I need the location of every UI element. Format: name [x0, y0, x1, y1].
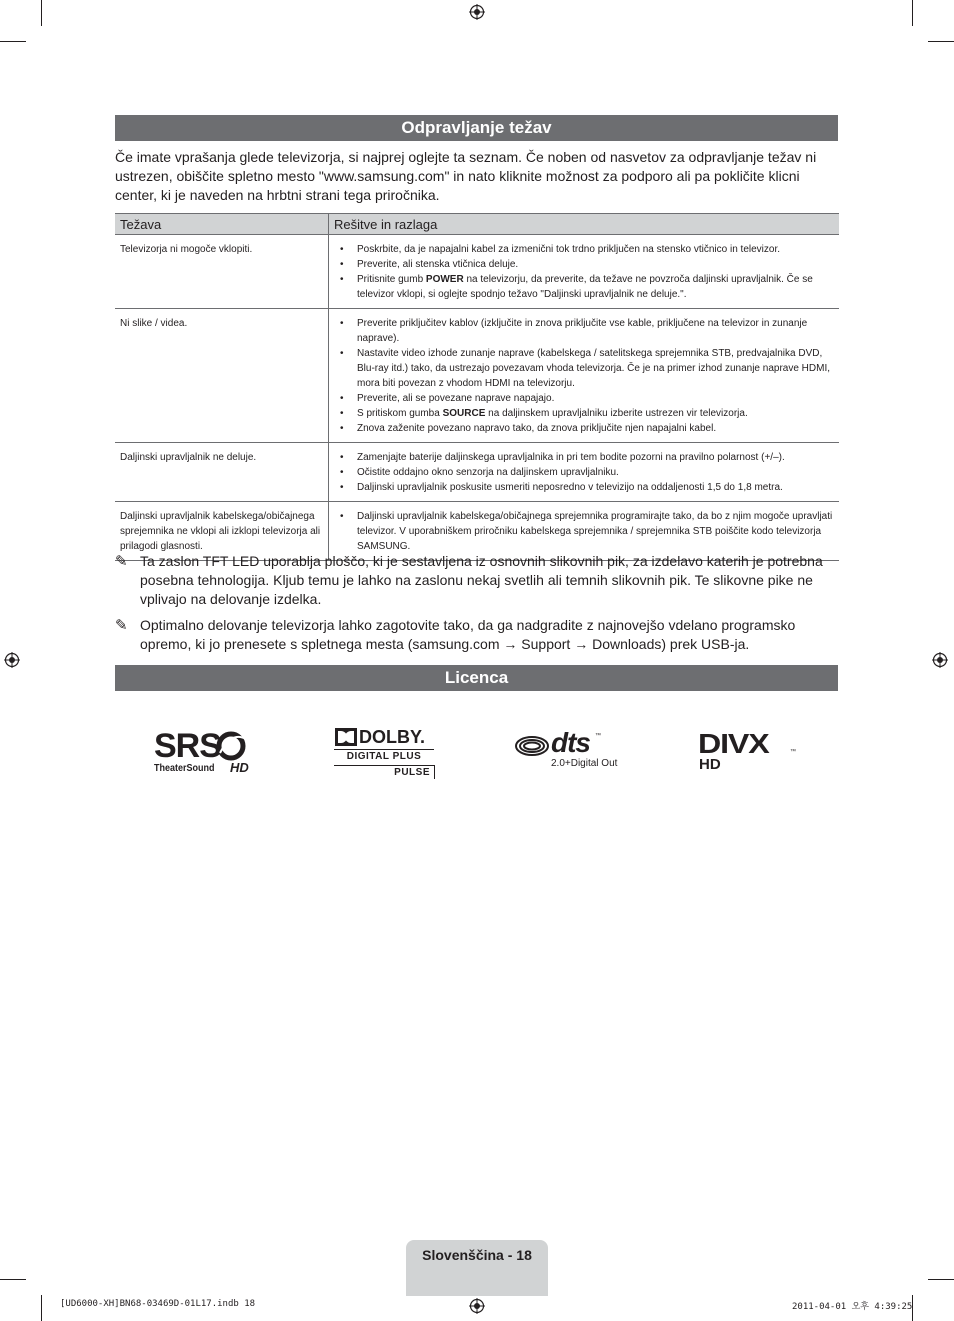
srs-hd-text: HD [230, 760, 249, 775]
crop-mark [912, 0, 913, 26]
print-timestamp: 2011-04-01 오후 4:39:25 [792, 1302, 913, 1312]
column-header-problem: Težava [115, 214, 329, 235]
pencil-note-icon: ✎ [115, 553, 128, 570]
intro-paragraph: Če imate vprašanja glede televizorja, si najprej oglejte ta seznam. Če noben od nasvetov za odpravljanje težav ni ustrezen, obiščite spletno mesto "www.samsung.com" in nato kliknite možnost za podporo ali pa pokličite klicni center, ki je naveden na hrbtni strani tega priročnika. [115, 149, 817, 203]
dolby-pulse-text: PULSE [334, 765, 435, 779]
registration-mark-icon [469, 4, 485, 20]
solutions-cell [329, 235, 840, 309]
column-header-solutions: Rešitve in razlaga [329, 214, 840, 235]
solution-item: • Pritisnite gumb POWER na televizorju, da preverite, da težave ne povzroča daljinski upravljalnik. Če se televizor vklopi, si oglejte spodnjo težavo "Daljinski upravljalnik ne deluje.". [357, 272, 834, 302]
troubleshooting-table [115, 213, 839, 561]
crop-mark [0, 41, 26, 42]
solutions-cell [329, 443, 840, 502]
problem-cell: Ni slike / videa. [115, 309, 329, 443]
srs-logo-text: SRS [154, 727, 221, 765]
crop-mark [928, 41, 954, 42]
crop-mark [41, 1295, 42, 1321]
file-info: [UD6000-XH]BN68-03469D-01L17.indb 18 [60, 1299, 256, 1309]
solution-item: • Znova zaženite povezano napravo tako, da znova priključite njen napajalni kabel. [357, 421, 834, 436]
divx-hd-logo [698, 727, 798, 779]
dolby-logo-text: DOLBY. [359, 727, 426, 747]
solution-item: • Poskrbite, da je napajalni kabel za izmenični tok trdno priključen na stensko vtičnico in televizor. [357, 242, 834, 257]
table-row [115, 443, 839, 502]
crop-mark [928, 1279, 954, 1280]
page-number-tab [406, 1240, 548, 1296]
pencil-note-icon: ✎ [115, 617, 128, 634]
solution-item: • Daljinski upravljalnik poskusite usmeriti neposredno v televizijo na oddaljenosti 1,5 do 1,8 metra. [357, 480, 834, 495]
solution-item: • Preverite priključitev kablov (izključite in znova priključite vse kable, priključene na televizor in zunanje naprave). [357, 316, 834, 346]
problem-cell: Daljinski upravljalnik kabelskega/običajnega sprejemnika ne vklopi ali izklopi televizorja ali prilagodi glasnosti. [115, 502, 329, 561]
section-title-troubleshooting: Odpravljanje težav [115, 115, 838, 141]
dolby-double-d-icon [335, 728, 357, 746]
srs-swirl-icon [212, 731, 250, 761]
table-header-row [115, 214, 839, 235]
solutions-cell [329, 309, 840, 443]
problem-cell: Televizorja ni mogoče vklopiti. [115, 235, 329, 309]
solution-item: • Daljinski upravljalnik kabelskega/običajnega sprejemnika programirajte tako, da bo z njim mogoče upravljati televizor. V uporabniškem priročniku kabelskega sprejemnika / sprejemnika STB poiščite kodo televizorja SAMSUNG. [357, 509, 834, 554]
solution-item: • Nastavite video izhode zunanje naprave (kabelskega / satelitskega sprejemnika STB, predvajalnika DVD, Blu-ray itd.) tako, da ustrezajo povezavam vhoda televizorja. Če je na primer izhod zunanje naprave HDMI, mora biti povezan z vhodom HDMI na televizorju. [357, 346, 834, 391]
table-row [115, 235, 839, 309]
note-item [115, 552, 835, 609]
divx-hd-text: HD [699, 756, 721, 773]
section-title-license: Licenca [115, 665, 838, 691]
registration-mark-icon [4, 652, 20, 668]
dolby-digital-plus-text: DIGITAL PLUS [334, 749, 434, 764]
note-text: Ta zaslon TFT LED uporablja ploščo, ki je sestavljena iz osnovnih slikovnih pik, za izdelavo katerih je potrebna posebna tehnologija. Kljub temu je lahko na zaslonu nekaj svetlih ali temnih slikovnih pik. Te slikovne pike ne vplivajo na delovanje izdelka. [140, 553, 823, 607]
registration-mark-icon [469, 1298, 485, 1314]
divx-logo-text: DIVX [698, 728, 769, 759]
solution-item: • S pritiskom gumba SOURCE na daljinskem upravljalniku izberite ustrezen vir televizorja. [357, 406, 834, 421]
note-item [115, 616, 835, 654]
dts-sub-text: 2.0+Digital Out [551, 758, 618, 769]
note-text: Optimalno delovanje televizorja lahko zagotovite tako, da ga nadgradite z najnovejšo vdelano programsko opremo, ki jo prenesete s spletnega mesta (samsung.com → Support → Downloads) prek USB-ja. [140, 617, 796, 652]
solution-item: • Preverite, ali se povezane naprave napajajo. [357, 391, 834, 406]
solution-item: • Zamenjajte baterije daljinskega upravljalnika in pri tem bodite pozorni na pravilno polarnost (+/–). [357, 450, 834, 465]
crop-mark [0, 1279, 26, 1280]
problem-cell: Daljinski upravljalnik ne deluje. [115, 443, 329, 502]
dts-trademark: ™ [595, 733, 601, 739]
dolby-digital-plus-logo [334, 727, 438, 779]
solution-item: • Očistite oddajno okno senzorja na daljinskem upravljalniku. [357, 465, 834, 480]
dts-logo-text: dts [551, 727, 590, 758]
registration-mark-icon [932, 652, 948, 668]
dts-wave-icon [515, 735, 549, 757]
dts-logo [515, 727, 625, 779]
srs-sub-text: TheaterSound [154, 763, 215, 774]
divx-trademark: ™ [790, 749, 796, 755]
table-row [115, 309, 839, 443]
srs-theatersound-hd-logo [150, 727, 260, 779]
crop-mark [41, 0, 42, 26]
page-label: Slovenščina - 18 [422, 1247, 532, 1263]
solution-item: • Preverite, ali stenska vtičnica deluje. [357, 257, 834, 272]
